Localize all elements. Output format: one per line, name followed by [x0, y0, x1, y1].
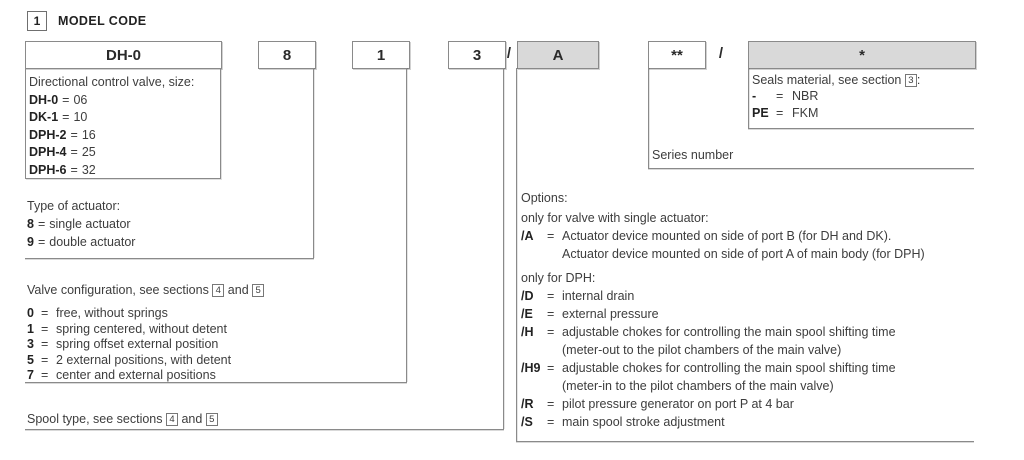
code-box-spool: 3	[448, 41, 506, 69]
seals-section	[752, 72, 970, 121]
option-row: /R = pilot pressure generator on port P at 4 bar	[521, 397, 794, 411]
connector-series-hline	[648, 168, 974, 169]
config-row: 7 = center and external positions	[27, 368, 216, 382]
config-section-title: Valve configuration, see sections 4 and 5	[27, 281, 397, 299]
connector-options-vline	[516, 68, 517, 441]
size-row: DPH-4 = 25	[29, 145, 96, 159]
code-box-size: DH-0	[25, 41, 222, 69]
section-ref-4: 4	[166, 413, 178, 426]
connector-series-vline	[648, 68, 649, 168]
size-section-title: Directional control valve, size:	[29, 75, 195, 89]
config-row: 5 = 2 external positions, with detent	[27, 352, 232, 367]
options-group1-label: only for valve with single actuator:	[521, 211, 709, 225]
option-row: /E = external pressure	[521, 307, 659, 321]
code-box-series: **	[648, 41, 706, 69]
config-row: 0 = free, without springs	[27, 306, 168, 320]
connector-seals-hline	[748, 128, 974, 129]
config-section	[27, 281, 397, 384]
code-box-option: A	[517, 41, 599, 69]
size-section	[29, 74, 217, 179]
size-row: DK-1 = 10	[29, 110, 88, 124]
size-row: DH-0 = 06	[29, 92, 88, 107]
connector-actuator-hline	[25, 258, 314, 259]
connector-spool-hline	[25, 429, 504, 430]
option-row: /H = adjustable chokes for controlling the main spool shifting time	[521, 325, 896, 339]
seal-row: PE = FKM	[752, 105, 819, 120]
option-row: /A = Actuator device mounted on side of port B (for DH and DK).	[521, 229, 892, 243]
config-row: 3 = spring offset external position	[27, 337, 219, 351]
actuator-row: 8 = single actuator	[27, 217, 131, 231]
spool-section: Spool type, see sections 4 and 5	[27, 410, 407, 428]
actuator-section-title: Type of actuator:	[27, 199, 121, 213]
option-row: /H9 = adjustable chokes for controlling the main spool shifting time	[521, 361, 896, 375]
section-ref-5: 5	[206, 413, 218, 426]
option-row-continuation: (meter-out to the pilot chambers of the main valve)	[562, 343, 842, 357]
options-title: Options:	[521, 191, 568, 205]
connector-spool-vline	[503, 68, 504, 429]
slash-separator-2: /	[718, 45, 724, 62]
actuator-section	[27, 197, 307, 251]
option-row: /S = main spool stroke adjustment	[521, 415, 725, 429]
option-row: /D = internal drain	[521, 289, 635, 303]
connector-options-hline	[516, 441, 974, 442]
section-title: MODEL CODE	[58, 14, 147, 28]
option-row-continuation: (meter-in to the pilot chambers of the main valve)	[562, 379, 834, 393]
slash-separator-1: /	[506, 45, 512, 62]
series-number-label: Series number	[652, 148, 734, 162]
size-row: DPH-2 = 16	[29, 127, 96, 142]
section-ref-3: 3	[905, 74, 917, 87]
code-box-seals: *	[748, 41, 976, 69]
size-row: DPH-6 = 32	[29, 162, 96, 177]
option-row-continuation: Actuator device mounted on side of port A of main body (for DPH)	[562, 247, 925, 261]
config-row: 1 = spring centered, without detent	[27, 321, 227, 336]
options-group2-label: only for DPH:	[521, 271, 596, 285]
seal-row: - = NBR	[752, 89, 819, 103]
connector-actuator-vline	[313, 68, 314, 258]
seals-section-title: Seals material, see section 3 :	[752, 73, 921, 87]
actuator-row: 9 = double actuator	[27, 235, 136, 249]
code-box-config: 1	[352, 41, 410, 69]
section-number-box: 1	[27, 11, 47, 31]
section-ref-4: 4	[212, 284, 224, 297]
connector-seals-vline	[748, 68, 749, 128]
options-section	[521, 189, 973, 431]
section-ref-5: 5	[252, 284, 264, 297]
connector-config-vline	[406, 68, 407, 382]
code-box-actuator: 8	[258, 41, 316, 69]
